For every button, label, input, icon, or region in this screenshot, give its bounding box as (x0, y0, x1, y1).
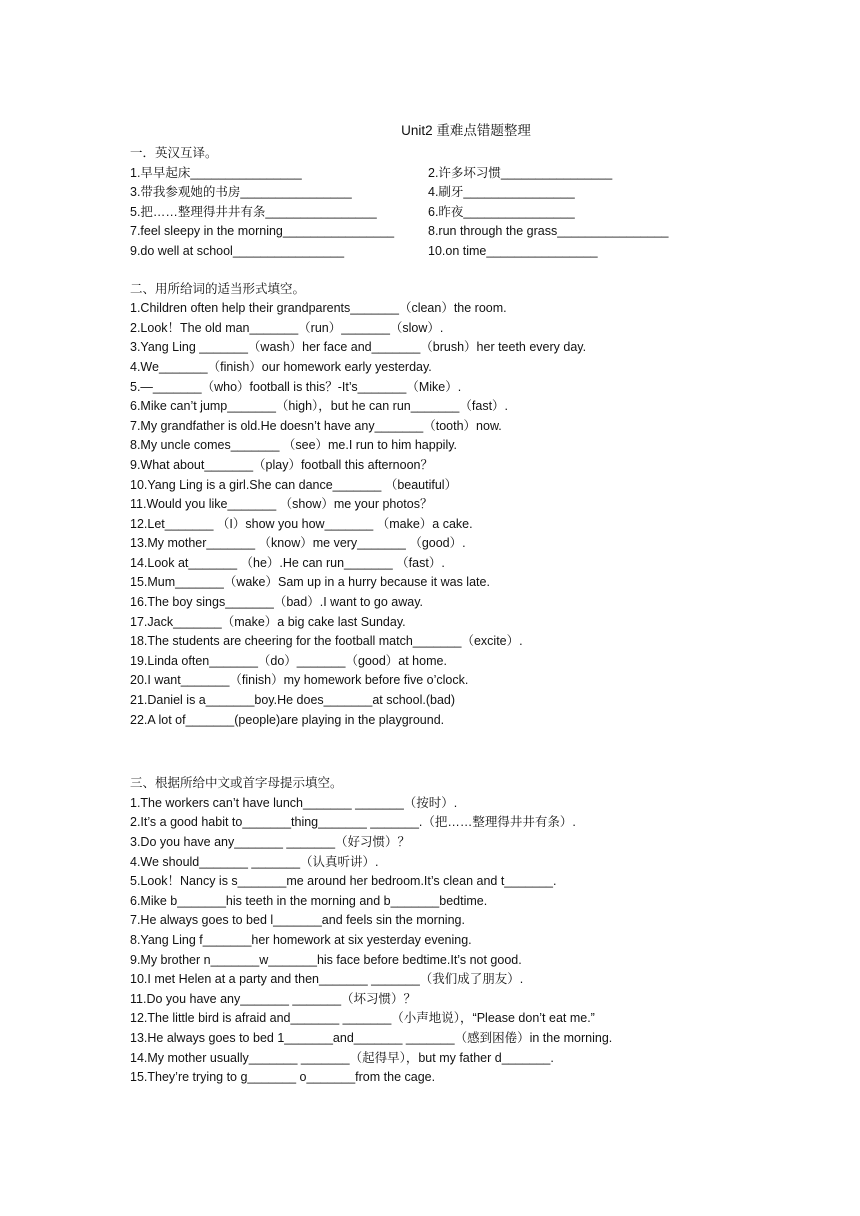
exercise-item: 3.Do you have any_______ _______（好习惯）？ (130, 835, 411, 849)
exercise-item: 14.Look at_______ （he）.He can run_______ （fast）. (130, 555, 445, 570)
exercise-item: 17.Jack_______（make）a big cake last Sunday. (130, 614, 406, 629)
exercise-item: 1.The workers can’t have lunch_______ _______（按时）. (130, 795, 458, 810)
exercise-item: 12.Let_______ （I）show you how_______ （make）a cake. (130, 516, 473, 531)
exercise-item: 21.Daniel is a_______boy.He does_______at school.(bad) (130, 693, 456, 708)
exercise-item: 5.Look！Nancy is s_______me around her bedroom.It’s clean and t_______. (130, 874, 557, 889)
exercise-item: 1.Children often help their grandparents_______（clean）the room. (130, 301, 507, 316)
exercise-item: 14.My mother usually_______ _______（起得早），but my father d_______. (130, 1050, 554, 1065)
exercise-item: 16.The boy sings_______（bad）.I want to go away. (130, 595, 424, 610)
exercise-item: 9.My brother n_______w_______his face before bedtime.It’s not good. (130, 952, 522, 967)
exercise-item: 10.I met Helen at a party and then_______ _______（我们成了朋友）. (130, 972, 524, 987)
section1-rows (130, 164, 770, 262)
translation-item: 10.on time________________ (428, 243, 598, 258)
exercise-item: 3.Yang Ling _______（wash）her face and_______（brush）her teeth every day. (130, 340, 587, 355)
exercise-item: 7.He always goes to bed l_______and feels sin the morning. (130, 913, 465, 928)
translation-item: 5.把……整理得井井有条________________ (130, 204, 377, 219)
exercise-item: 19.Linda often_______（do）_______（good）at home. (130, 653, 447, 668)
exercise-item: 2.Look！The old man_______（run）_______（slow）. (130, 320, 444, 335)
spacer (130, 730, 770, 774)
exercise-item: 10.Yang Ling is a girl.She can dance_______ （beautiful） (130, 477, 458, 492)
section1-heading: 一．英汉互译。 (130, 146, 218, 160)
exercise-item: 9.What about_______（play）football this afternoon？ (130, 457, 433, 472)
exercise-item: 15.Mum_______（wake）Sam up in a hurry because it was late. (130, 575, 490, 590)
exercise-item: 4.We_______（finish）our homework early yesterday. (130, 359, 432, 374)
translation-item: 3.带我参观她的书房________________ (130, 185, 352, 200)
section3-heading: 三、根据所给中文或首字母提示填空。 (130, 776, 343, 791)
section2-list (130, 299, 770, 730)
exercise-item: 2.It’s a good habit to_______thing_______ _______.（把……整理得井井有条）. (130, 815, 576, 830)
exercise-item: 4.We should_______ _______（认真听讲）. (130, 854, 379, 869)
exercise-item: 12.The little bird is afraid and_______ _______（小声地说），“Please don’t eat me.” (130, 1011, 595, 1026)
translation-item: 2.许多坏习惯________________ (428, 165, 613, 180)
translation-row (130, 203, 770, 223)
exercise-item: 20.I want_______（finish）my homework before five o’clock. (130, 673, 469, 688)
translation-item: 1.早早起床________________ (130, 165, 302, 180)
translation-item: 6.昨夜________________ (428, 204, 575, 219)
page-title: Unit2 重难点错题整理 (401, 123, 531, 138)
translation-item: 8.run through the grass________________ (428, 224, 669, 239)
translation-item: 9.do well at school________________ (130, 243, 345, 258)
exercise-item: 15.They’re trying to g_______ o_______from the cage. (130, 1070, 436, 1085)
worksheet-page (130, 118, 770, 1088)
exercise-item: 13.He always goes to bed 1_______and_______ _______（感到困倦）in the morning. (130, 1030, 613, 1045)
exercise-item: 22.A lot of_______(people)are playing in the playground. (130, 712, 445, 727)
translation-row (130, 222, 770, 242)
exercise-item: 8.My uncle comes_______ （see）me.I run to him happily. (130, 438, 458, 453)
translation-row (130, 242, 770, 262)
exercise-item: 11.Would you like_______ （show）me your photos？ (130, 497, 433, 512)
translation-item: 4.刷牙________________ (428, 185, 575, 200)
exercise-item: 13.My mother_______ （know）me very_______ （good）. (130, 536, 466, 551)
exercise-item: 7.My grandfather is old.He doesn’t have any_______（tooth）now. (130, 418, 502, 433)
translation-row (130, 183, 770, 203)
spacer (130, 262, 770, 280)
exercise-item: 18.The students are cheering for the football match_______（excite）. (130, 634, 523, 649)
exercise-item: 11.Do you have any_______ _______（坏习惯）？ (130, 991, 417, 1006)
exercise-item: 6.Mike can’t jump_______（high），but he can run_______（fast）. (130, 399, 509, 414)
section3-list (130, 794, 770, 1088)
translation-item: 7.feel sleepy in the morning________________ (130, 224, 395, 239)
exercise-item: 5.—_______（who）football is this？-It’s_______（Mike）. (130, 379, 462, 394)
section2-heading: 二、用所给词的适当形式填空。 (130, 281, 306, 296)
translation-row (130, 164, 770, 184)
exercise-item: 6.Mike b_______his teeth in the morning and b_______bedtime. (130, 893, 488, 908)
exercise-item: 8.Yang Ling f_______her homework at six yesterday evening. (130, 932, 472, 947)
